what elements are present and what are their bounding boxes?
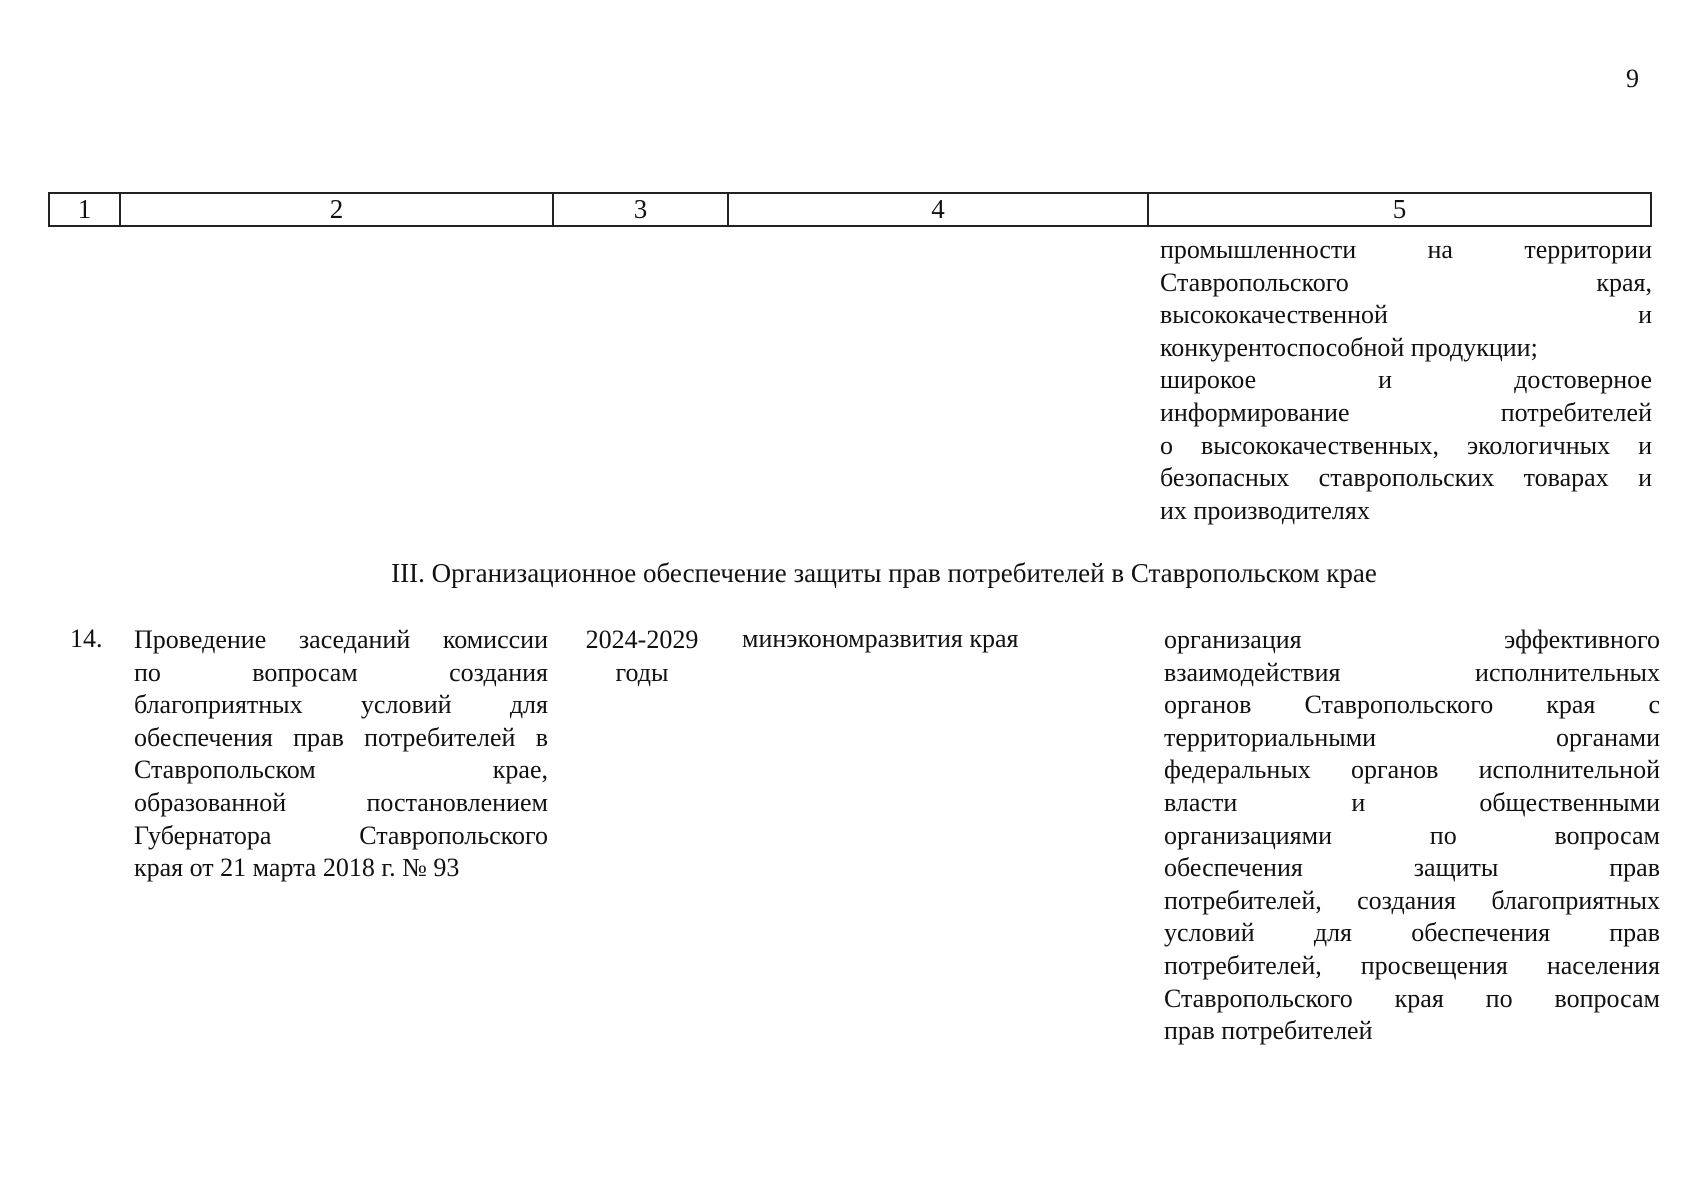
text-line: о высококачественных, экологичных и (1160, 430, 1652, 460)
text-line: по вопросам создания (134, 657, 548, 687)
row-years (572, 624, 712, 689)
text-line: их производителях (1160, 495, 1370, 525)
table-header-row (48, 192, 1652, 227)
text-line: образованной постановлением (134, 787, 548, 817)
text-line: условий для обеспечения прав (1164, 918, 1660, 948)
column-header-4: 4 (729, 194, 1149, 225)
text-line: организация эффективного (1164, 625, 1660, 654)
text-line: годы (615, 657, 669, 687)
text-line: промышленности на территории (1160, 235, 1652, 264)
text-line: потребителей, создания благоприятных (1164, 885, 1660, 915)
text-line: информирование потребителей (1160, 397, 1652, 427)
text-line: края от 21 марта 2018 г. № 93 (134, 853, 460, 883)
text-line: организациями по вопросам (1164, 820, 1660, 850)
text-line: взаимодействия исполнительных (1164, 657, 1660, 687)
column-header-1: 1 (50, 194, 121, 225)
text-line: территориальными органами (1164, 722, 1660, 752)
text-line: Губернатора Ставропольского (134, 820, 548, 850)
column-header-5: 5 (1392, 194, 1407, 224)
text-line: потребителей, просвещения населения (1164, 950, 1660, 980)
page-number: 9 (1626, 64, 1639, 93)
text-line: федеральных органов исполнительной (1164, 755, 1660, 785)
text-line: Проведение заседаний комиссии (134, 625, 548, 654)
column-header-3: 3 (554, 194, 729, 225)
text-line: прав потребителей (1164, 1016, 1373, 1046)
row-responsible: минэкономразвития края (742, 624, 1019, 653)
text-line: безопасных ставропольских товарах и (1160, 463, 1652, 493)
text-line: Ставропольском крае, (134, 755, 548, 785)
continued-result-text (1160, 234, 1652, 527)
text-line: обеспечения защиты прав (1164, 853, 1660, 883)
column-header-2: 2 (121, 194, 554, 225)
text-line: высококачественной и (1160, 300, 1652, 330)
text-line: широкое и достоверное (1160, 365, 1652, 395)
section-title: III. Организационное обеспечение защиты прав потребителей в Ставропольском крае (391, 558, 1377, 588)
row-number: 14. (70, 624, 103, 653)
text-line: конкурентоспособной продукции; (1160, 332, 1538, 362)
text-line: Ставропольского края по вопросам (1164, 983, 1660, 1013)
row-result (1164, 624, 1660, 1048)
text-line: благоприятных условий для (134, 690, 548, 720)
text-line: обеспечения прав потребителей в (134, 722, 548, 752)
text-line: 2024-2029 (585, 625, 699, 654)
text-line: Ставропольского края, (1160, 267, 1652, 297)
text-line: власти и общественными (1164, 787, 1660, 817)
row-description (134, 624, 548, 885)
text-line: органов Ставропольского края с (1164, 690, 1660, 720)
